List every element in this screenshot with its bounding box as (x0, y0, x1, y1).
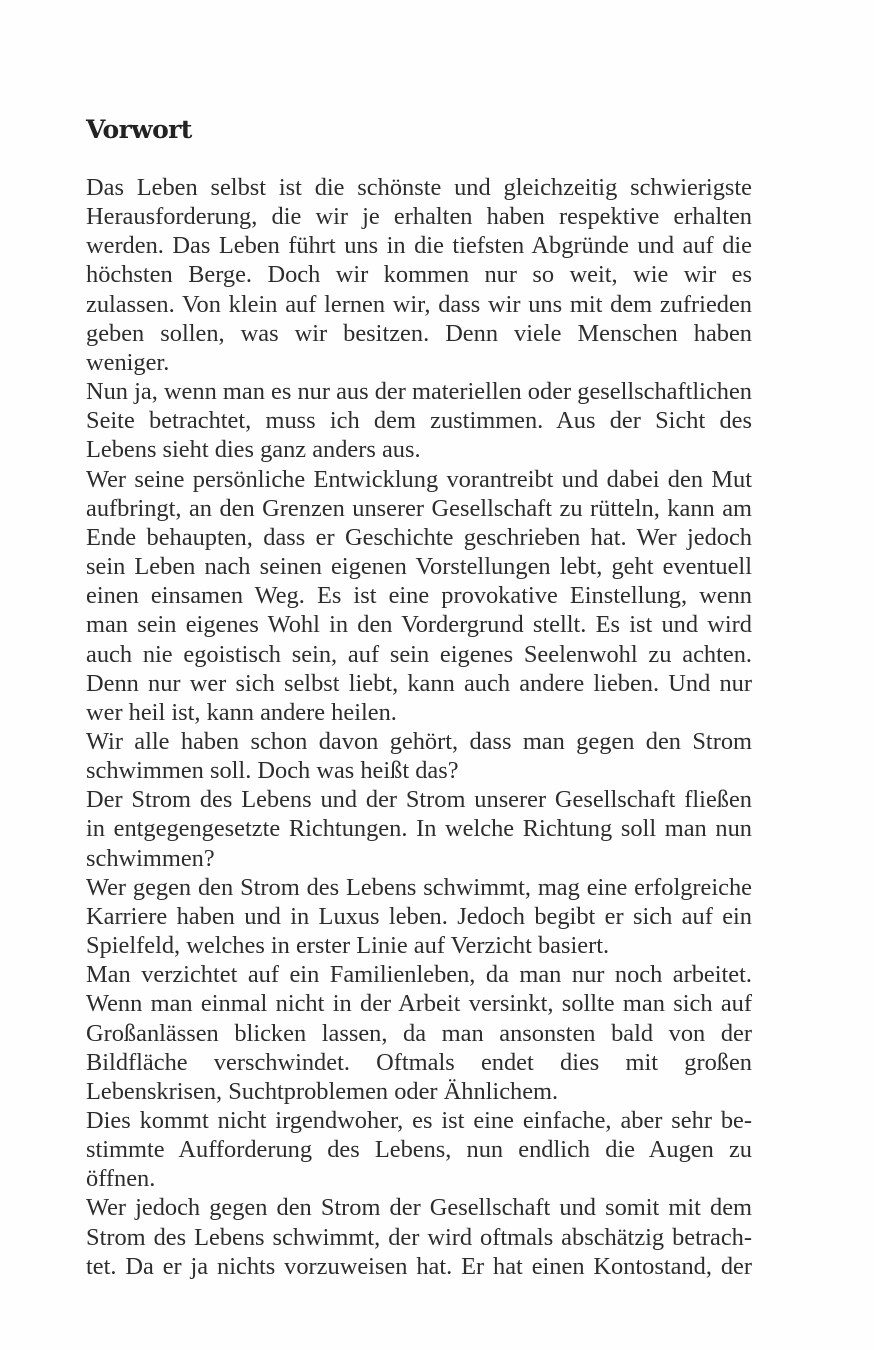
page-heading: Vorwort (86, 115, 192, 144)
paragraph: Wer jedoch gegen den Strom der Gesellschaft und somit mit dem Strom des Lebens schwimmt, der wird oftmals abschätzig betrachtet. Da er ja nichts vorzuweisen hat. Er hat einen Kontostand, der (86, 1194, 752, 1280)
paragraph: Wir alle haben schon davon gehört, dass man gegen den Strom schwimmen soll. Doch was heißt das? (86, 727, 752, 785)
paragraph: Der Strom des Lebens und der Strom unserer Gesellschaft fließen in entgegengesetzte Richtungen. In welche Richtung soll man nun schwimmen? (86, 786, 752, 872)
paragraph: Das Leben selbst ist die schönste und gleichzeitig schwierigste Herausforderung, die wir je erhalten haben respektive erhalten werden. Das Leben führt uns in die tiefsten Abgründe und auf die höchsten Berge. Doch wir kommen nur so weit, wie wir es zulassen. Von klein auf lernen wir, dass wir uns mit dem zufrieden geben sollen, was wir besitzen. Denn viele Menschen haben weniger. (86, 174, 752, 376)
paragraph: Nun ja, wenn man es nur aus der materiellen oder gesellschaftlichen Seite betrachtet, muss ich dem zustimmen. Aus der Sicht des Lebens sieht dies ganz anders aus. (86, 378, 752, 464)
paragraph: Wer gegen den Strom des Lebens schwimmt, mag eine erfolgreiche Karriere haben und in Luxus leben. Jedoch begibt er sich auf ein Spielfeld, welches in erster Linie auf Verzicht basiert. (86, 873, 752, 960)
paragraph: Man verzichtet auf ein Familienleben, da man nur noch arbeitet. Wenn man einmal nicht in der Arbeit versinkt, sollte man sich auf Großanlässen blicken lassen, da man ansonsten bald von der Bildfläche verschwindet. Oftmals endet dies mit großen Lebenskrisen, Suchtproblemen oder Ähnlichem. (86, 961, 752, 1105)
paragraph: Wer seine persönliche Entwicklung vorantreibt und dabei den Mut aufbringt, an den Grenzen unserer Gesellschaft zu rütteln, kann am Ende behaupten, dass er Geschichte geschrieben hat. Wer jedoch sein Leben nach seinen eigenen Vorstellungen lebt, geht eventuell einen einsamen Weg. Es ist eine provokative Einstellung, wenn man sein eigenes Wohl in den Vordergrund stellt. Es ist und wird auch nie egoistisch sein, auf sein eigenes Seelenwohl zu achten. Denn nur wer sich selbst liebt, kann auch andere lieben. Und nur wer heil ist, kann andere heilen. (86, 465, 752, 726)
body-text (86, 173, 752, 1281)
paragraph: Dies kommt nicht irgendwoher, es ist eine einfache, aber sehr bestimmte Aufforderung des Lebens, nun endlich die Augen zu öffnen. (86, 1107, 752, 1193)
